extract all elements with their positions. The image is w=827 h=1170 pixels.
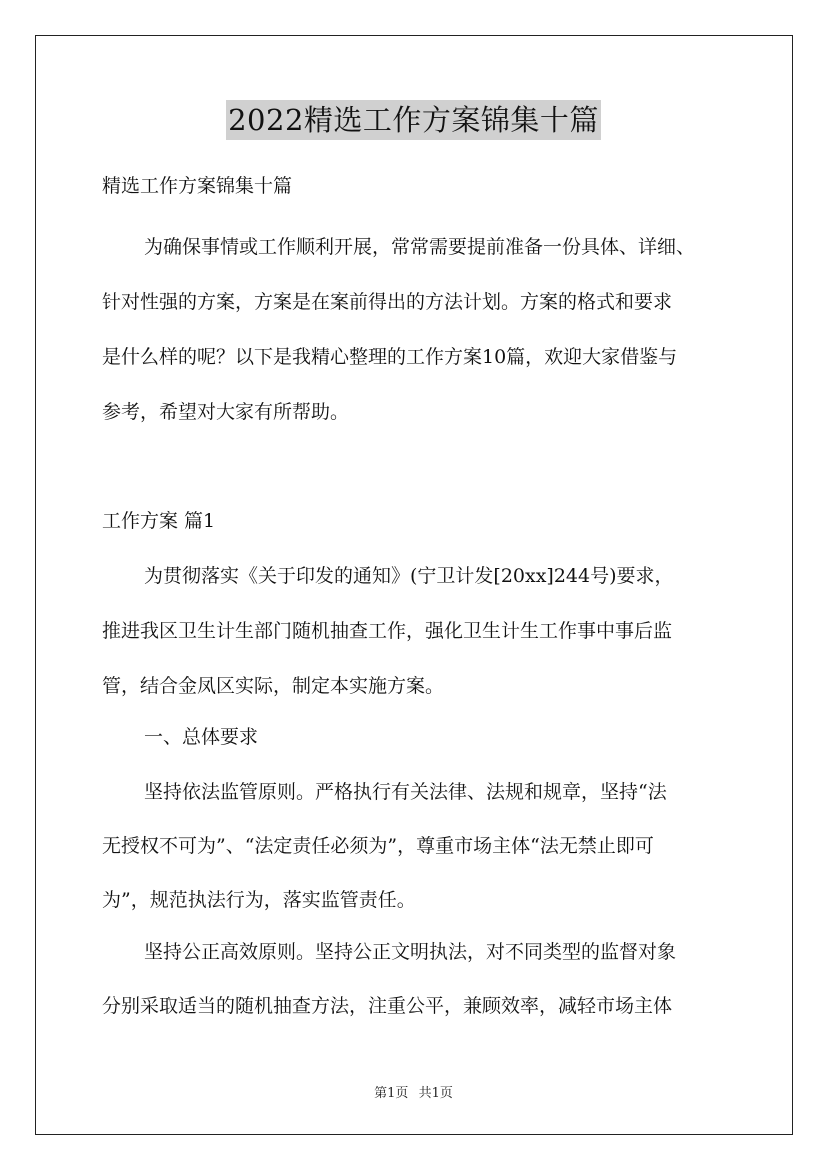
intro-line: 为确保事情或工作顺利开展，常常需要提前准备一份具体、详细、 (144, 236, 696, 258)
paragraph-line: 管，结合金凤区实际，制定本实施方案。 (102, 675, 445, 697)
paragraph-line: 为”，规范执法行为，落实监管责任。 (102, 889, 416, 911)
page-total: 共1页 (418, 1086, 453, 1101)
subheading: 一、总体要求 (144, 726, 259, 748)
paragraph-line: 坚持依法监管原则。严格执行有关法律、法规和规章，坚持“法 (144, 781, 667, 803)
intro-line: 参考，希望对大家有所帮助。 (102, 401, 350, 423)
intro-line: 针对性强的方案，方案是在案前得出的方法计划。方案的格式和要求 (102, 291, 673, 313)
paragraph-line: 为贯彻落实《关于印发的通知》(宁卫计发[20xx]244号)要求， (144, 565, 674, 587)
title-wrap (0, 100, 827, 140)
page-footer (0, 1082, 827, 1101)
section-heading: 工作方案 篇1 (102, 510, 216, 532)
paragraph-line: 分别采取适当的随机抽查方法，注重公平，兼顾效率，减轻市场主体 (102, 995, 673, 1017)
paragraph-line: 推进我区卫生计生部门随机抽查工作，强化卫生计生工作事中事后监 (102, 620, 673, 642)
subtitle: 精选工作方案锦集十篇 (102, 175, 293, 197)
paragraph-line: 无授权不可为”、“法定责任必须为”，尊重市场主体“法无禁止即可 (102, 835, 654, 857)
intro-line: 是什么样的呢？以下是我精心整理的工作方案10篇，欢迎大家借鉴与 (102, 346, 678, 368)
paragraph-line: 坚持公正高效原则。坚持公正文明执法，对不同类型的监督对象 (144, 941, 677, 963)
page-number: 第1页 (374, 1086, 409, 1101)
document-title: 2022精选工作方案锦集十篇 (226, 100, 601, 140)
